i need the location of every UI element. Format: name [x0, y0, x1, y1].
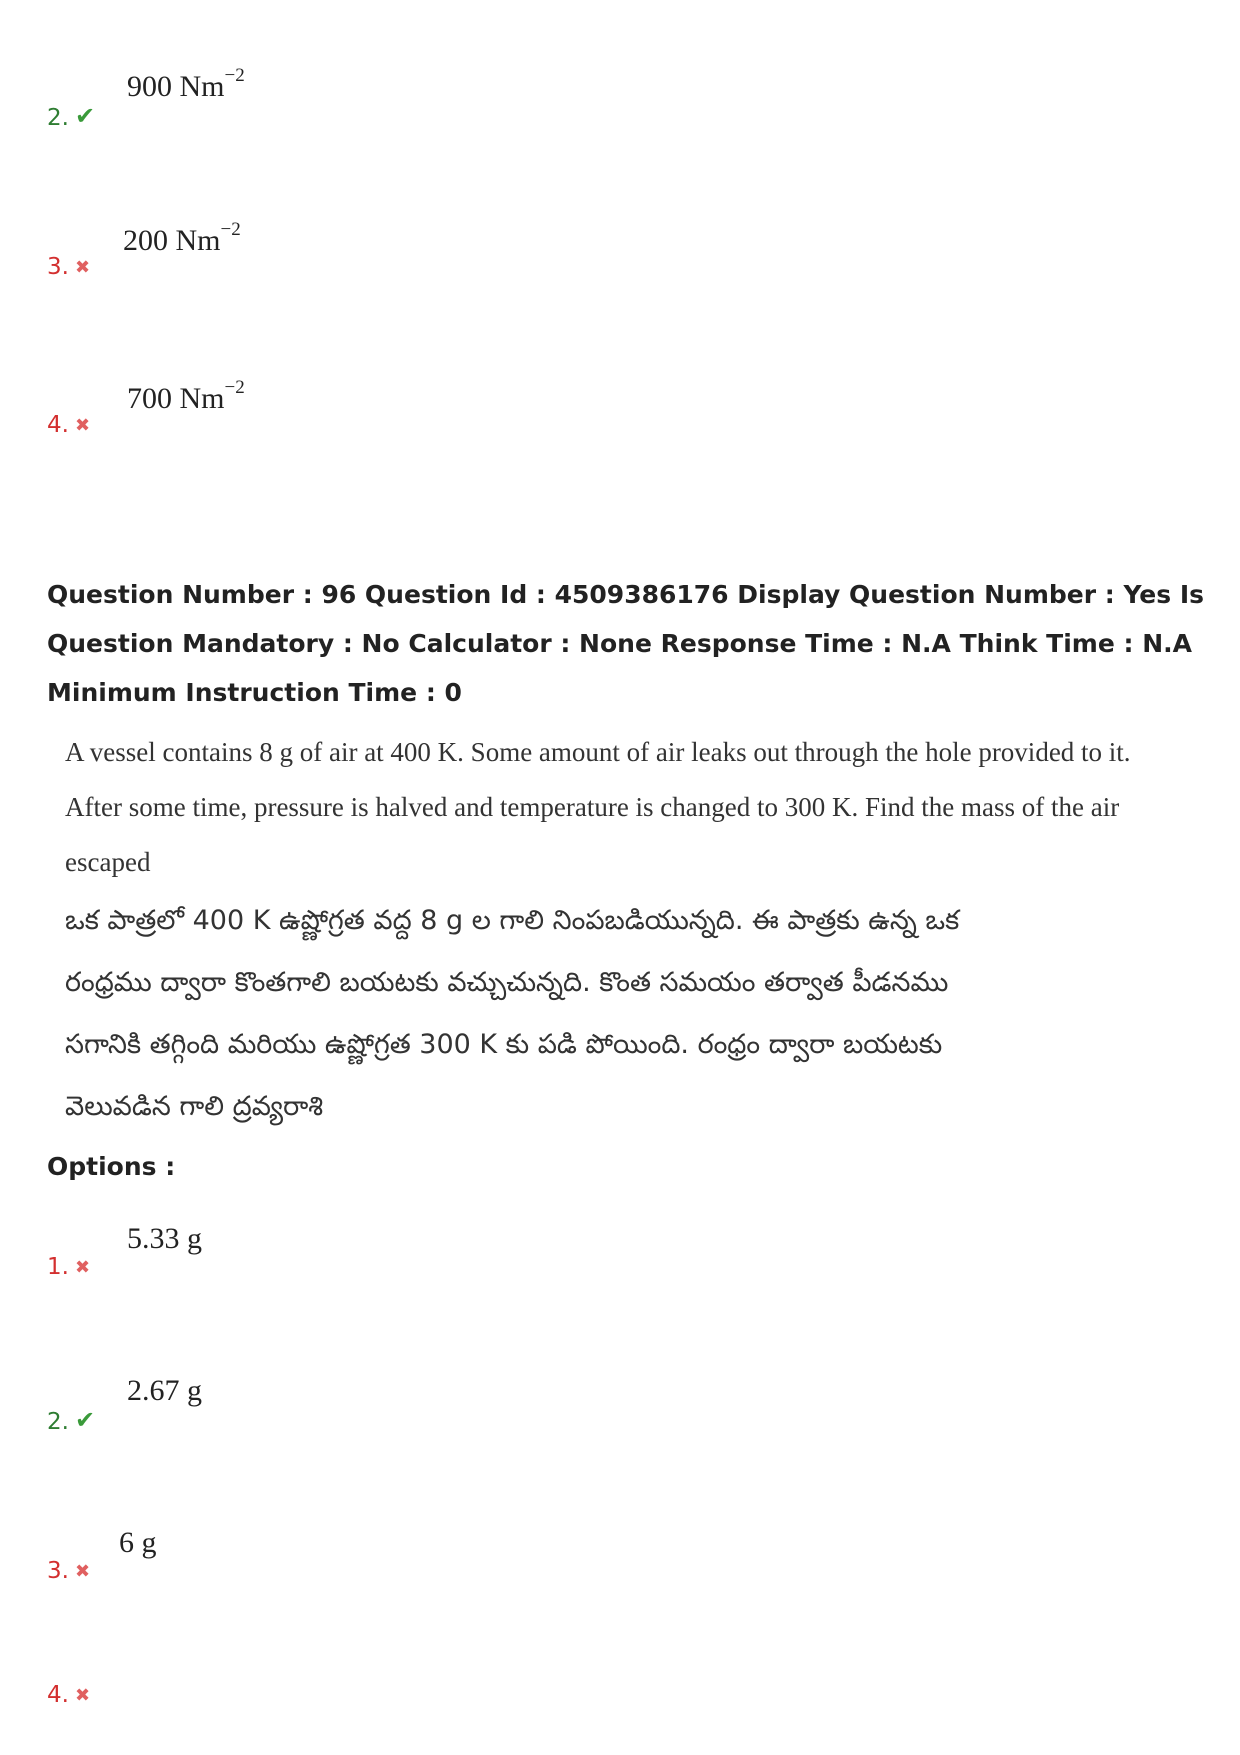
option-number: 4. ✖ [47, 1682, 91, 1708]
option-exponent: −2 [224, 65, 245, 86]
cross-icon: ✖ [74, 1685, 91, 1706]
option-value: 200 $Nm^{-2}$ [123, 219, 241, 257]
question-metadata: Question Number : 96 Question Id : 4509386176 Display Question Number : Yes Is Question Mandatory : No Calculator : None Response Time : N.A Think Time : N.A Minimum Instruction Time : 0 [47, 580, 1205, 707]
cross-icon: ✖ [74, 415, 91, 436]
question-line: ఒక పాత్రలో 400 K ఉష్ణోగ్రత వద్ద 8 g ల గాలి నింపబడియున్నది. ఈ పాత్రకు ఉన్న ఒక [65, 905, 960, 936]
question-line: A vessel contains 8 g of air at 400 K. Some amount of air leaks out through the hole provided to it. [65, 737, 1131, 767]
option-value: 2.67 g [127, 1374, 202, 1407]
option-value: 5.33 g [127, 1222, 202, 1255]
question-text-telugu [65, 890, 965, 1138]
question-text-english [65, 725, 1131, 890]
question-line: సగానికి తగ్గింది మరియు ఉష్ణోగ్రత 300 K కు పడి పోయింది. రంధ్రం ద్వారా బయటకు [65, 1029, 943, 1060]
option-number: 1. ✖ [47, 1254, 91, 1280]
option-number: 2. ✔ [47, 102, 96, 131]
check-icon: ✔ [74, 1406, 96, 1434]
options-label: Options : [47, 1152, 176, 1181]
option-exponent: −2 [220, 219, 241, 240]
option-number: 4. ✖ [47, 412, 91, 438]
cross-icon: ✖ [74, 1561, 91, 1582]
question-line: escaped [65, 847, 151, 877]
check-icon: ✔ [74, 102, 96, 130]
question-line: After some time, pressure is halved and temperature is changed to 300 K. Find the mass of the air [65, 792, 1120, 822]
option-number: 3. ✖ [47, 254, 91, 280]
option-number: 3. ✖ [47, 1558, 91, 1584]
option-value: 6 g [119, 1526, 157, 1559]
cross-icon: ✖ [74, 1257, 91, 1278]
option-exponent: −2 [224, 377, 245, 398]
question-line: వెలువడిన గాలి ద్రవ్యరాశి [65, 1091, 324, 1122]
option-value: 700 $Nm^{-2}$ [127, 377, 245, 415]
option-number: 2. ✔ [47, 1406, 96, 1435]
option-value: 900 $Nm^{-2}$ [127, 65, 245, 103]
cross-icon: ✖ [74, 257, 91, 278]
question-line: రంధ్రము ద్వారా కొంతగాలి బయటకు వచ్చుచున్నది. కొంత సమయం తర్వాత పీడనము [65, 967, 949, 998]
